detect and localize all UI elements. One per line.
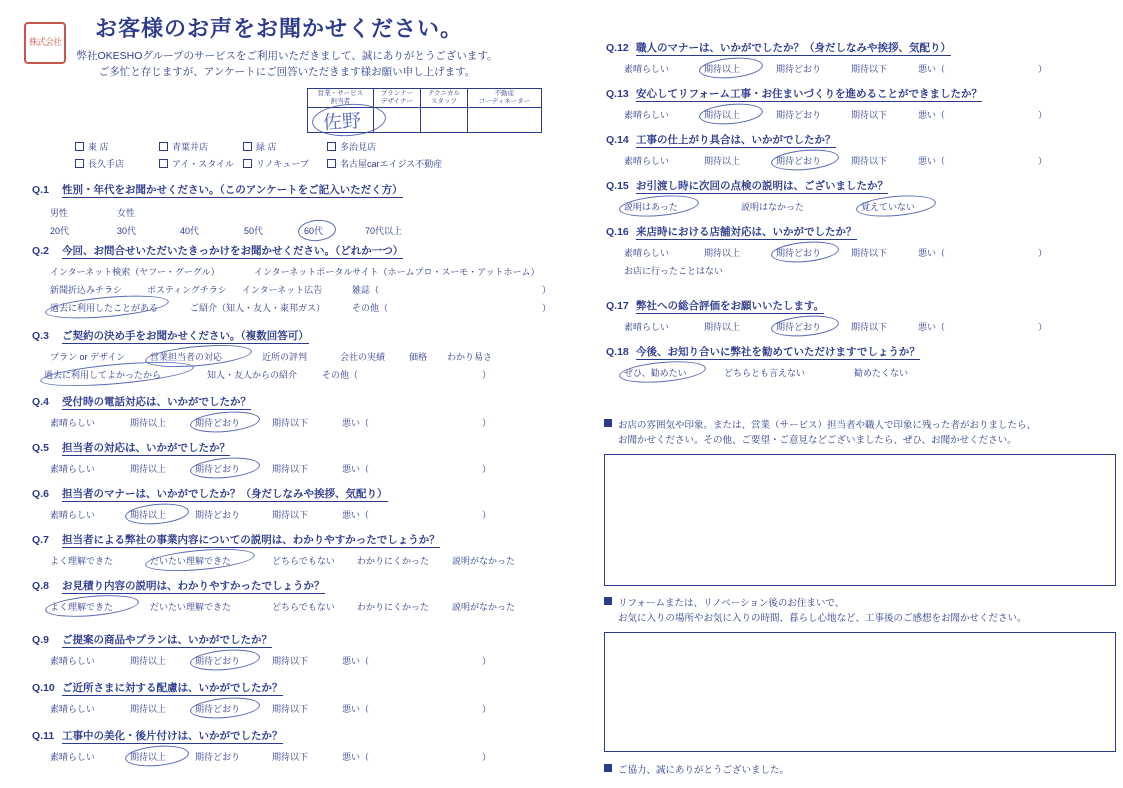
option-bad[interactable]: 悪い（ bbox=[918, 247, 946, 258]
shop-label: アイ・スタイル bbox=[172, 159, 235, 169]
option-plan-design[interactable]: プラン or デザイン bbox=[50, 351, 126, 362]
staff-header-technical: テクニカル スタッフ bbox=[421, 89, 468, 108]
shop-label: 多治見店 bbox=[340, 142, 377, 152]
option-hard-to-understand[interactable]: わかりにくかった bbox=[357, 555, 430, 566]
option-bad-close: ） bbox=[1038, 63, 1048, 74]
shop-option-renocube[interactable] bbox=[243, 157, 327, 170]
option-bad[interactable]: 悪い（ bbox=[918, 321, 946, 332]
question-number: Q.17 bbox=[606, 300, 629, 312]
comment-2-line-2: お気に入りの場所やお気に入りの時間、暮らし心地など、工事後のご感想をお聞かせください。 bbox=[618, 613, 1027, 625]
question-text: ご提案の商品やプランは、いかがでしたか？ bbox=[62, 634, 272, 646]
lead-line-1: 弊社OKESHOグループのサービスをご利用いただきまして、誠にありがとうございます。 bbox=[76, 50, 498, 62]
option-above[interactable]: 期待以上 bbox=[704, 321, 741, 332]
option-recommend[interactable]: ぜひ、勧めたい bbox=[624, 367, 687, 378]
shop-label: 東 店 bbox=[88, 142, 109, 152]
option-below[interactable]: 期待以下 bbox=[851, 321, 888, 332]
question-q9 bbox=[32, 634, 577, 668]
option-20s[interactable]: 20代 bbox=[50, 225, 70, 236]
question-text: 来店時における店舗対応は、いかがでしたか？ bbox=[636, 226, 857, 238]
option-bad-close: ） bbox=[482, 509, 492, 520]
option-bad-close: ） bbox=[1038, 155, 1048, 166]
question-q18 bbox=[606, 346, 1116, 380]
question-number: Q.10 bbox=[32, 682, 55, 694]
shop-option-midori[interactable] bbox=[243, 140, 327, 153]
shop-label: リノキューブ bbox=[256, 159, 309, 169]
comment-2-label bbox=[604, 596, 1116, 626]
question-q11-head bbox=[32, 730, 577, 744]
shop-label: 緑 店 bbox=[256, 142, 277, 152]
option-bad[interactable]: 悪い（ bbox=[342, 703, 370, 714]
checkbox-icon bbox=[327, 142, 336, 151]
question-q11 bbox=[32, 730, 577, 764]
option-excellent[interactable]: 素晴らしい bbox=[50, 751, 96, 762]
option-asexpected[interactable]: 期待どおり bbox=[195, 509, 241, 520]
option-internet-search[interactable]: インターネット検索（ヤフー・グーグル） bbox=[50, 266, 220, 277]
option-other-close: ） bbox=[482, 369, 492, 380]
option-40s[interactable]: 40代 bbox=[180, 225, 200, 236]
option-not-explained[interactable]: 説明はなかった bbox=[741, 201, 805, 212]
question-q1-options bbox=[32, 224, 577, 238]
question-number: Q.7 bbox=[32, 534, 49, 546]
question-q17-head bbox=[606, 300, 1116, 314]
option-asexpected[interactable]: 期待どおり bbox=[195, 655, 241, 666]
comment-1-line-1: お店の雰囲気や印象。または、営業（サービス）担当者や職人で印象に残った者がおりましたら、 bbox=[618, 420, 1037, 431]
question-text: お引渡し時に次回の点検の説明は、ございましたか？ bbox=[636, 180, 888, 192]
option-below[interactable]: 期待以下 bbox=[851, 247, 888, 258]
question-number: Q.1 bbox=[32, 184, 49, 196]
option-above[interactable]: 期待以上 bbox=[130, 417, 167, 428]
square-bullet-icon bbox=[604, 764, 612, 772]
option-below[interactable]: 期待以下 bbox=[851, 109, 888, 120]
question-number: Q.18 bbox=[606, 346, 629, 358]
shop-option-nagakute[interactable] bbox=[75, 157, 159, 170]
question-text: ご近所さまに対する配慮は、いかがでしたか？ bbox=[62, 682, 283, 694]
question-q9-head bbox=[32, 634, 577, 648]
option-60s[interactable]: 60代 bbox=[304, 225, 324, 236]
question-q2 bbox=[32, 245, 577, 315]
question-text: 性別・年代をお聞かせください。（このアンケートをご記入いただく方） bbox=[62, 184, 403, 196]
question-q6-options bbox=[32, 508, 577, 522]
question-q6-head bbox=[32, 488, 577, 502]
option-used-before[interactable]: 過去に利用したことがある bbox=[50, 302, 159, 313]
option-neutral[interactable]: どちらでもない bbox=[272, 555, 335, 566]
shop-option-tajimi[interactable] bbox=[327, 140, 459, 153]
option-asexpected[interactable]: 期待どおり bbox=[195, 417, 241, 428]
option-excellent[interactable]: 素晴らしい bbox=[50, 417, 96, 428]
question-q3-options-line1 bbox=[32, 350, 577, 364]
shop-option-istyle[interactable] bbox=[159, 157, 243, 170]
option-magazine-close: ） bbox=[542, 284, 552, 295]
shop-row-1 bbox=[75, 140, 459, 153]
question-q8-options bbox=[32, 600, 577, 614]
option-portal-site[interactable]: インターネットポータルサイト（ホームプロ・スーモ・アットホーム） bbox=[254, 266, 540, 277]
option-bad[interactable]: 悪い（ bbox=[342, 509, 370, 520]
question-q2-options-line2 bbox=[32, 283, 577, 297]
option-explained[interactable]: 説明はあった bbox=[624, 201, 678, 212]
comment-block-1 bbox=[604, 418, 1116, 586]
option-excellent[interactable]: 素晴らしい bbox=[50, 703, 96, 714]
question-q1-head bbox=[32, 184, 577, 198]
option-good-experience[interactable]: 過去に利用してよかったから bbox=[44, 369, 162, 380]
question-text: 今回、お問合せいただいたきっかけをお聞かせください。（どれか一つ） bbox=[62, 245, 404, 257]
square-bullet-icon bbox=[604, 597, 612, 605]
shop-label: 名古屋carエイジス不動産 bbox=[340, 159, 443, 169]
question-q13-options bbox=[606, 108, 1116, 122]
question-number: Q.2 bbox=[32, 245, 49, 257]
option-below[interactable]: 期待以下 bbox=[272, 703, 309, 714]
question-number: Q.11 bbox=[32, 730, 55, 742]
option-above[interactable]: 期待以上 bbox=[130, 751, 167, 762]
option-below[interactable]: 期待以下 bbox=[272, 751, 309, 762]
option-not-recommend[interactable]: 勧めたくない bbox=[854, 367, 909, 378]
option-asexpected[interactable]: 期待どおり bbox=[776, 109, 822, 120]
shop-label: 青葉井店 bbox=[172, 142, 209, 152]
handwriting-staff-name: 佐野 bbox=[322, 110, 362, 134]
staff-cell-technical[interactable] bbox=[421, 108, 468, 133]
question-q16-head bbox=[606, 226, 1116, 240]
option-above[interactable]: 期待以上 bbox=[704, 247, 741, 258]
question-text: 工事の仕上がり具合は、いかがでしたか？ bbox=[636, 134, 836, 146]
question-q16-options-line1 bbox=[606, 246, 1116, 260]
option-asexpected[interactable]: 期待どおり bbox=[776, 155, 822, 166]
option-bad[interactable]: 悪い（ bbox=[918, 155, 946, 166]
checkbox-icon bbox=[243, 142, 252, 151]
option-understood-well[interactable]: よく理解できた bbox=[50, 601, 114, 612]
option-above[interactable]: 期待以上 bbox=[130, 703, 167, 714]
staff-header-realestate: 不動産 コーディネーター bbox=[467, 89, 541, 108]
checkbox-icon bbox=[243, 159, 252, 168]
comment-1-label bbox=[604, 418, 1116, 448]
comment-block-2 bbox=[604, 596, 1116, 752]
option-excellent[interactable]: 素晴らしい bbox=[624, 109, 670, 120]
option-posting-flyer[interactable]: ポスティングチラシ bbox=[147, 284, 227, 295]
shop-row-2 bbox=[75, 157, 459, 170]
option-excellent[interactable]: 素晴らしい bbox=[624, 63, 670, 74]
option-excellent[interactable]: 素晴らしい bbox=[50, 655, 96, 666]
option-bad-close: ） bbox=[1038, 247, 1048, 258]
footer-thanks-text: ご協力、誠にありがとうございました。 bbox=[618, 765, 790, 776]
shop-option-nagoya[interactable] bbox=[327, 157, 459, 170]
question-q12-options bbox=[606, 62, 1116, 76]
question-q7-head bbox=[32, 534, 577, 548]
option-understood-well[interactable]: よく理解できた bbox=[50, 555, 114, 566]
option-asexpected[interactable]: 期待どおり bbox=[195, 463, 241, 474]
question-q6 bbox=[32, 488, 577, 522]
option-above[interactable]: 期待以上 bbox=[130, 655, 167, 666]
comment-2-textarea[interactable] bbox=[604, 632, 1116, 752]
option-above[interactable]: 期待以上 bbox=[130, 509, 167, 520]
question-q5-head bbox=[32, 442, 577, 456]
question-q8 bbox=[32, 580, 577, 614]
company-stamp: 株式会社 bbox=[24, 22, 66, 64]
option-below[interactable]: 期待以下 bbox=[272, 655, 309, 666]
option-asexpected[interactable]: 期待どおり bbox=[195, 751, 241, 762]
option-excellent[interactable]: 素晴らしい bbox=[624, 155, 670, 166]
lead-line-2: ご多忙と存じますが、アンケートにご回答いただきます様お願い申し上げます。 bbox=[98, 66, 476, 79]
option-bad[interactable]: 悪い（ bbox=[918, 109, 946, 120]
question-q9-options bbox=[32, 654, 577, 668]
question-q5-options bbox=[32, 462, 577, 476]
question-q15-options bbox=[606, 200, 1116, 214]
option-bad-close: ） bbox=[482, 655, 492, 666]
question-q17-options bbox=[606, 320, 1116, 334]
option-understood-mostly[interactable]: だいたい理解できた bbox=[150, 555, 232, 566]
option-understood-mostly[interactable]: だいたい理解できた bbox=[150, 601, 232, 612]
question-q10 bbox=[32, 682, 577, 716]
option-bad[interactable]: 悪い（ bbox=[342, 751, 370, 762]
option-hard-to-understand[interactable]: わかりにくかった bbox=[357, 601, 430, 612]
question-q5 bbox=[32, 442, 577, 476]
question-q13 bbox=[606, 88, 1116, 122]
question-q1 bbox=[32, 184, 577, 238]
option-bad-close: ） bbox=[482, 703, 492, 714]
question-text: 職人のマナーは、いかがでしたか？（身だしなみや挨拶、気配り） bbox=[636, 42, 951, 54]
option-sales-response[interactable]: 営業担当者の対応 bbox=[150, 351, 223, 362]
option-local-reputation[interactable]: 近所の評判 bbox=[262, 351, 308, 362]
option-70s-plus[interactable]: 70代以上 bbox=[365, 225, 403, 236]
question-text: 安心してリフォーム工事・お住まいづくりを進めることができましたか？ bbox=[636, 88, 982, 100]
staff-cell-realestate[interactable] bbox=[467, 108, 541, 133]
question-q3-options-line2 bbox=[32, 368, 577, 382]
option-bad-close: ） bbox=[482, 417, 492, 428]
option-track-record[interactable]: 会社の実績 bbox=[340, 351, 386, 362]
question-number: Q.12 bbox=[606, 42, 629, 54]
question-q15-head bbox=[606, 180, 1116, 194]
option-clarity[interactable]: わかり易さ bbox=[447, 351, 493, 362]
option-above[interactable]: 期待以上 bbox=[704, 63, 741, 74]
option-other[interactable]: その他（ bbox=[352, 302, 389, 313]
question-text: 受付時の電話対応は、いかがでしたか？ bbox=[62, 396, 251, 408]
question-q13-head bbox=[606, 88, 1116, 102]
option-bad-close: ） bbox=[1038, 109, 1048, 120]
option-other-close: ） bbox=[542, 302, 552, 313]
question-number: Q.16 bbox=[606, 226, 629, 238]
label-male: 男性 bbox=[50, 207, 69, 218]
checkbox-icon bbox=[327, 159, 336, 168]
option-above[interactable]: 期待以上 bbox=[704, 109, 741, 120]
option-excellent[interactable]: 素晴らしい bbox=[50, 463, 96, 474]
option-bad[interactable]: 悪い（ bbox=[918, 63, 946, 74]
option-internet-ad[interactable]: インターネット広告 bbox=[242, 284, 323, 295]
question-number: Q.15 bbox=[606, 180, 629, 192]
question-q2-head bbox=[32, 245, 577, 259]
question-q14 bbox=[606, 134, 1116, 168]
question-q14-options bbox=[606, 154, 1116, 168]
option-below[interactable]: 期待以下 bbox=[272, 417, 309, 428]
option-above[interactable]: 期待以上 bbox=[704, 155, 741, 166]
question-text: ご契約の決め手をお聞かせください。（複数回答可） bbox=[62, 330, 309, 342]
option-excellent[interactable]: 素晴らしい bbox=[624, 247, 670, 258]
question-q3 bbox=[32, 330, 577, 382]
comment-1-textarea[interactable] bbox=[604, 454, 1116, 586]
question-text: 担当者による弊社の事業内容についての説明は、わかりやすかったでしょうか？ bbox=[62, 534, 440, 546]
question-text: お見積り内容の説明は、わかりやすかったでしょうか？ bbox=[62, 580, 325, 592]
option-no-explanation[interactable]: 説明がなかった bbox=[452, 601, 516, 612]
question-q18-options bbox=[606, 366, 1116, 380]
comment-1-line-2: お聞かせください。その他、ご要望・ご意見などございましたら、ぜひ、お聞かせください。 bbox=[618, 435, 1017, 447]
option-bad[interactable]: 悪い（ bbox=[342, 655, 370, 666]
question-q2-options-line1 bbox=[32, 265, 577, 279]
option-excellent[interactable]: 素晴らしい bbox=[50, 509, 96, 520]
lead-text bbox=[52, 48, 522, 81]
question-q8-head bbox=[32, 580, 577, 594]
question-text: 担当者のマナーは、いかがでしたか？（身だしなみや挨拶、気配り） bbox=[62, 488, 388, 500]
option-below[interactable]: 期待以下 bbox=[272, 463, 309, 474]
question-q7-options bbox=[32, 554, 577, 568]
option-bad[interactable]: 悪い（ bbox=[342, 463, 370, 474]
comment-2-line-1: リフォームまたは、リノベーション後のお住まいで、 bbox=[618, 598, 845, 609]
option-newspaper-insert[interactable]: 新聞折込みチラシ bbox=[50, 284, 123, 295]
option-other[interactable]: その他（ bbox=[322, 369, 359, 380]
option-bad-close: ） bbox=[482, 463, 492, 474]
question-number: Q.8 bbox=[32, 580, 49, 592]
question-q10-head bbox=[32, 682, 577, 696]
question-q12 bbox=[606, 42, 1116, 76]
question-q7 bbox=[32, 534, 577, 568]
option-dont-remember[interactable]: 覚えていない bbox=[861, 201, 916, 212]
question-q3-head bbox=[32, 330, 577, 344]
option-neutral[interactable]: どちらとも言えない bbox=[724, 367, 806, 378]
option-below[interactable]: 期待以下 bbox=[851, 63, 888, 74]
option-asexpected[interactable]: 期待どおり bbox=[776, 247, 822, 258]
question-q14-head bbox=[606, 134, 1116, 148]
question-number: Q.13 bbox=[606, 88, 629, 100]
option-below[interactable]: 期待以下 bbox=[851, 155, 888, 166]
option-price[interactable]: 価格 bbox=[409, 351, 428, 362]
question-q18-head bbox=[606, 346, 1116, 360]
option-friend-referral[interactable]: 知人・友人からの紹介 bbox=[207, 369, 298, 380]
option-no-explanation[interactable]: 説明がなかった bbox=[452, 555, 516, 566]
checkbox-icon bbox=[159, 159, 168, 168]
shop-checkbox-group bbox=[75, 140, 459, 174]
question-text: 工事中の美化・後片付けは、いかがでしたか？ bbox=[62, 730, 283, 742]
checkbox-icon bbox=[75, 142, 84, 151]
question-text: 弊社への総合評価をお願いいたします。 bbox=[636, 300, 825, 312]
footer-thanks bbox=[604, 762, 789, 776]
shop-option-aobai[interactable] bbox=[159, 140, 243, 153]
staff-header-sales: 営業・サービス 担当者 bbox=[308, 89, 374, 108]
option-30s[interactable]: 30代 bbox=[117, 225, 137, 236]
option-50s[interactable]: 50代 bbox=[244, 225, 264, 236]
checkbox-icon bbox=[159, 142, 168, 151]
square-bullet-icon bbox=[604, 419, 612, 427]
option-magazine[interactable]: 雑誌（ bbox=[352, 284, 380, 295]
question-number: Q.3 bbox=[32, 330, 49, 342]
option-asexpected[interactable]: 期待どおり bbox=[776, 321, 822, 332]
shop-label: 長久手店 bbox=[88, 159, 125, 169]
question-q11-options bbox=[32, 750, 577, 764]
checkbox-icon bbox=[75, 159, 84, 168]
option-never-visited[interactable]: お店に行ったことはない bbox=[624, 265, 724, 276]
question-q2-options-line3 bbox=[32, 301, 577, 315]
question-q4-head bbox=[32, 396, 577, 410]
question-text: 担当者の対応は、いかがでしたか？ bbox=[62, 442, 230, 454]
question-q16-options-line2 bbox=[606, 264, 1116, 278]
question-q16 bbox=[606, 226, 1116, 278]
question-q15 bbox=[606, 180, 1116, 214]
option-referral[interactable]: ご紹介（知人・友人・東邦ガス） bbox=[190, 302, 326, 313]
option-bad[interactable]: 悪い（ bbox=[342, 417, 370, 428]
label-female: 女性 bbox=[117, 207, 136, 218]
shop-option-higashi[interactable] bbox=[75, 140, 159, 153]
question-number: Q.5 bbox=[32, 442, 49, 454]
question-q4 bbox=[32, 396, 577, 430]
question-number: Q.4 bbox=[32, 396, 49, 408]
option-above[interactable]: 期待以上 bbox=[130, 463, 167, 474]
question-number: Q.6 bbox=[32, 488, 49, 500]
question-q10-options bbox=[32, 702, 577, 716]
staff-header-planner: プランナー デザイナー bbox=[373, 89, 420, 108]
option-asexpected[interactable]: 期待どおり bbox=[195, 703, 241, 714]
question-text: 今後、お知り合いに弊社を勧めていただけますでしょうか？ bbox=[636, 346, 920, 358]
question-q4-options bbox=[32, 416, 577, 430]
option-bad-close: ） bbox=[1038, 321, 1048, 332]
option-asexpected[interactable]: 期待どおり bbox=[776, 63, 822, 74]
question-q17 bbox=[606, 300, 1116, 334]
question-number: Q.14 bbox=[606, 134, 629, 146]
page-title: お客様のお声をお聞かせください。 bbox=[95, 16, 464, 41]
option-below[interactable]: 期待以下 bbox=[272, 509, 309, 520]
question-q12-head bbox=[606, 42, 1116, 56]
option-bad-close: ） bbox=[482, 751, 492, 762]
option-excellent[interactable]: 素晴らしい bbox=[624, 321, 670, 332]
option-neutral[interactable]: どちらでもない bbox=[272, 601, 335, 612]
question-number: Q.9 bbox=[32, 634, 49, 646]
